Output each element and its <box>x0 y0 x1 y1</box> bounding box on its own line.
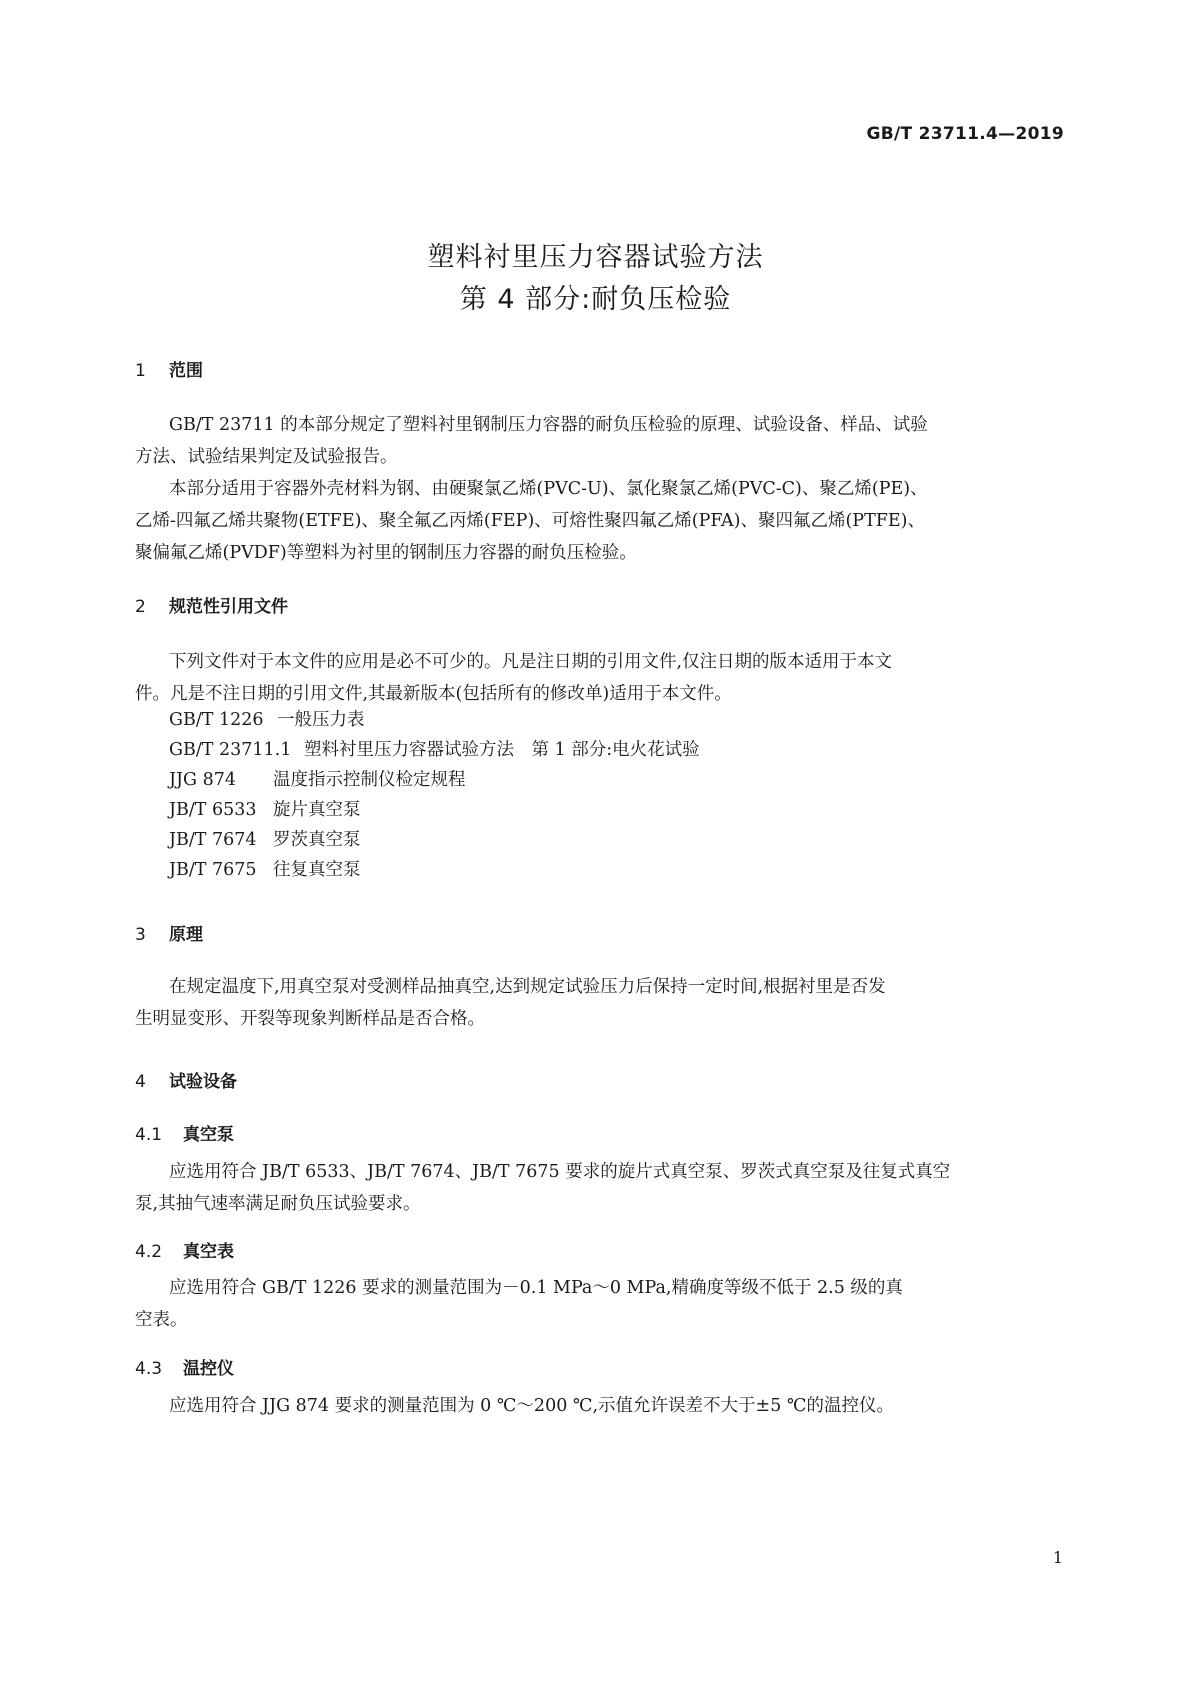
section-1-heading <box>135 356 203 381</box>
reference-item <box>169 795 361 825</box>
paragraph-line: 应选用符合 JJG 874 要求的测量范围为 0 ℃～200 ℃,示值允许误差不大于±5 ℃的温控仪。 <box>169 1396 894 1416</box>
paragraph-line: 应选用符合 JB/T 6533、JB/T 7674、JB/T 7675 要求的旋片式真空泵、罗茨式真空泵及往复式真空 <box>169 1162 951 1182</box>
reference-item <box>169 735 700 765</box>
paragraph-line: 空表。 <box>135 1310 188 1330</box>
paragraph-line: 下列文件对于本文件的应用是必不可少的。凡是注日期的引用文件,仅注日期的版本适用于本文 <box>169 652 893 672</box>
paragraph-line: 本部分适用于容器外壳材料为钢、由硬聚氯乙烯(PVC-U)、氯化聚氯乙烯(PVC-C)、聚乙烯(PE)、 <box>169 479 928 499</box>
reference-name: 塑料衬里压力容器试验方法 第 1 部分:电火花试验 <box>304 740 700 760</box>
section-title: 原理 <box>169 925 203 945</box>
reference-name: 旋片真空泵 <box>273 800 361 820</box>
subsection-number: 4.3 <box>135 1359 163 1379</box>
section-title: 范围 <box>169 361 203 381</box>
standard-number: GB/T 23711.4—2019 <box>866 124 1064 144</box>
subsection-title: 真空泵 <box>183 1125 234 1145</box>
subsection-4-3-heading <box>135 1354 234 1379</box>
paragraph-line: GB/T 23711 的本部分规定了塑料衬里钢制压力容器的耐负压检验的原理、试验设备、样品、试验 <box>169 415 928 435</box>
reference-code: GB/T 23711.1 <box>169 740 292 760</box>
reference-item <box>169 825 361 855</box>
paragraph-line: 乙烯-四氟乙烯共聚物(ETFE)、聚全氟乙丙烯(FEP)、可熔性聚四氟乙烯(PFA)、聚四氟乙烯(PTFE)、 <box>135 511 925 531</box>
reference-code: JB/T 7675 <box>169 860 257 880</box>
subsection-4-3-body <box>135 1390 1056 1422</box>
section-number: 3 <box>135 925 146 945</box>
reference-code: JB/T 7674 <box>169 830 257 850</box>
reference-name: 罗茨真空泵 <box>273 830 361 850</box>
subsection-number: 4.1 <box>135 1125 163 1145</box>
paragraph-line: 聚偏氟乙烯(PVDF)等塑料为衬里的钢制压力容器的耐负压检验。 <box>135 543 637 563</box>
document-subtitle: 第 4 部分:耐负压检验 <box>459 284 732 315</box>
subsection-title: 温控仪 <box>183 1359 234 1379</box>
paragraph-line: 泵,其抽气速率满足耐负压试验要求。 <box>135 1194 421 1214</box>
section-1-body <box>135 409 1056 569</box>
paragraph-line: 应选用符合 GB/T 1226 要求的测量范围为－0.1 MPa～0 MPa,精确度等级不低于 2.5 级的真 <box>169 1278 903 1298</box>
paragraph-line: 件。凡是不注日期的引用文件,其最新版本(包括所有的修改单)适用于本文件。 <box>135 684 732 704</box>
reference-code: GB/T 1226 <box>169 710 264 730</box>
reference-code: JB/T 6533 <box>169 800 257 820</box>
section-number: 4 <box>135 1072 146 1092</box>
section-4-heading <box>135 1067 237 1092</box>
reference-item <box>169 855 361 885</box>
section-3-body <box>135 971 1056 1035</box>
page-number: 1 <box>1052 1548 1063 1567</box>
document-title: 塑料衬里压力容器试验方法 <box>427 242 764 273</box>
subsection-title: 真空表 <box>183 1242 234 1262</box>
reference-item <box>169 765 466 795</box>
paragraph-line: 在规定温度下,用真空泵对受测样品抽真空,达到规定试验压力后保持一定时间,根据衬里是否发 <box>169 977 886 997</box>
reference-item <box>169 705 365 735</box>
reference-name: 温度指示控制仪检定规程 <box>273 770 466 790</box>
subsection-4-2-body <box>135 1272 1056 1336</box>
section-number: 1 <box>135 361 146 381</box>
section-3-heading <box>135 920 203 945</box>
subsection-4-1-heading <box>135 1120 234 1145</box>
section-title: 规范性引用文件 <box>169 597 288 617</box>
subsection-number: 4.2 <box>135 1242 163 1262</box>
subsection-4-1-body <box>135 1156 1056 1220</box>
paragraph-line: 生明显变形、开裂等现象判断样品是否合格。 <box>135 1009 485 1029</box>
reference-name: 往复真空泵 <box>273 860 361 880</box>
section-2-heading <box>135 592 288 617</box>
section-title: 试验设备 <box>169 1072 237 1092</box>
paragraph-line: 方法、试验结果判定及试验报告。 <box>135 447 398 467</box>
reference-name: 一般压力表 <box>277 710 365 730</box>
subsection-4-2-heading <box>135 1237 234 1262</box>
reference-code: JJG 874 <box>169 770 236 790</box>
section-2-body <box>135 646 1056 710</box>
section-number: 2 <box>135 597 146 617</box>
